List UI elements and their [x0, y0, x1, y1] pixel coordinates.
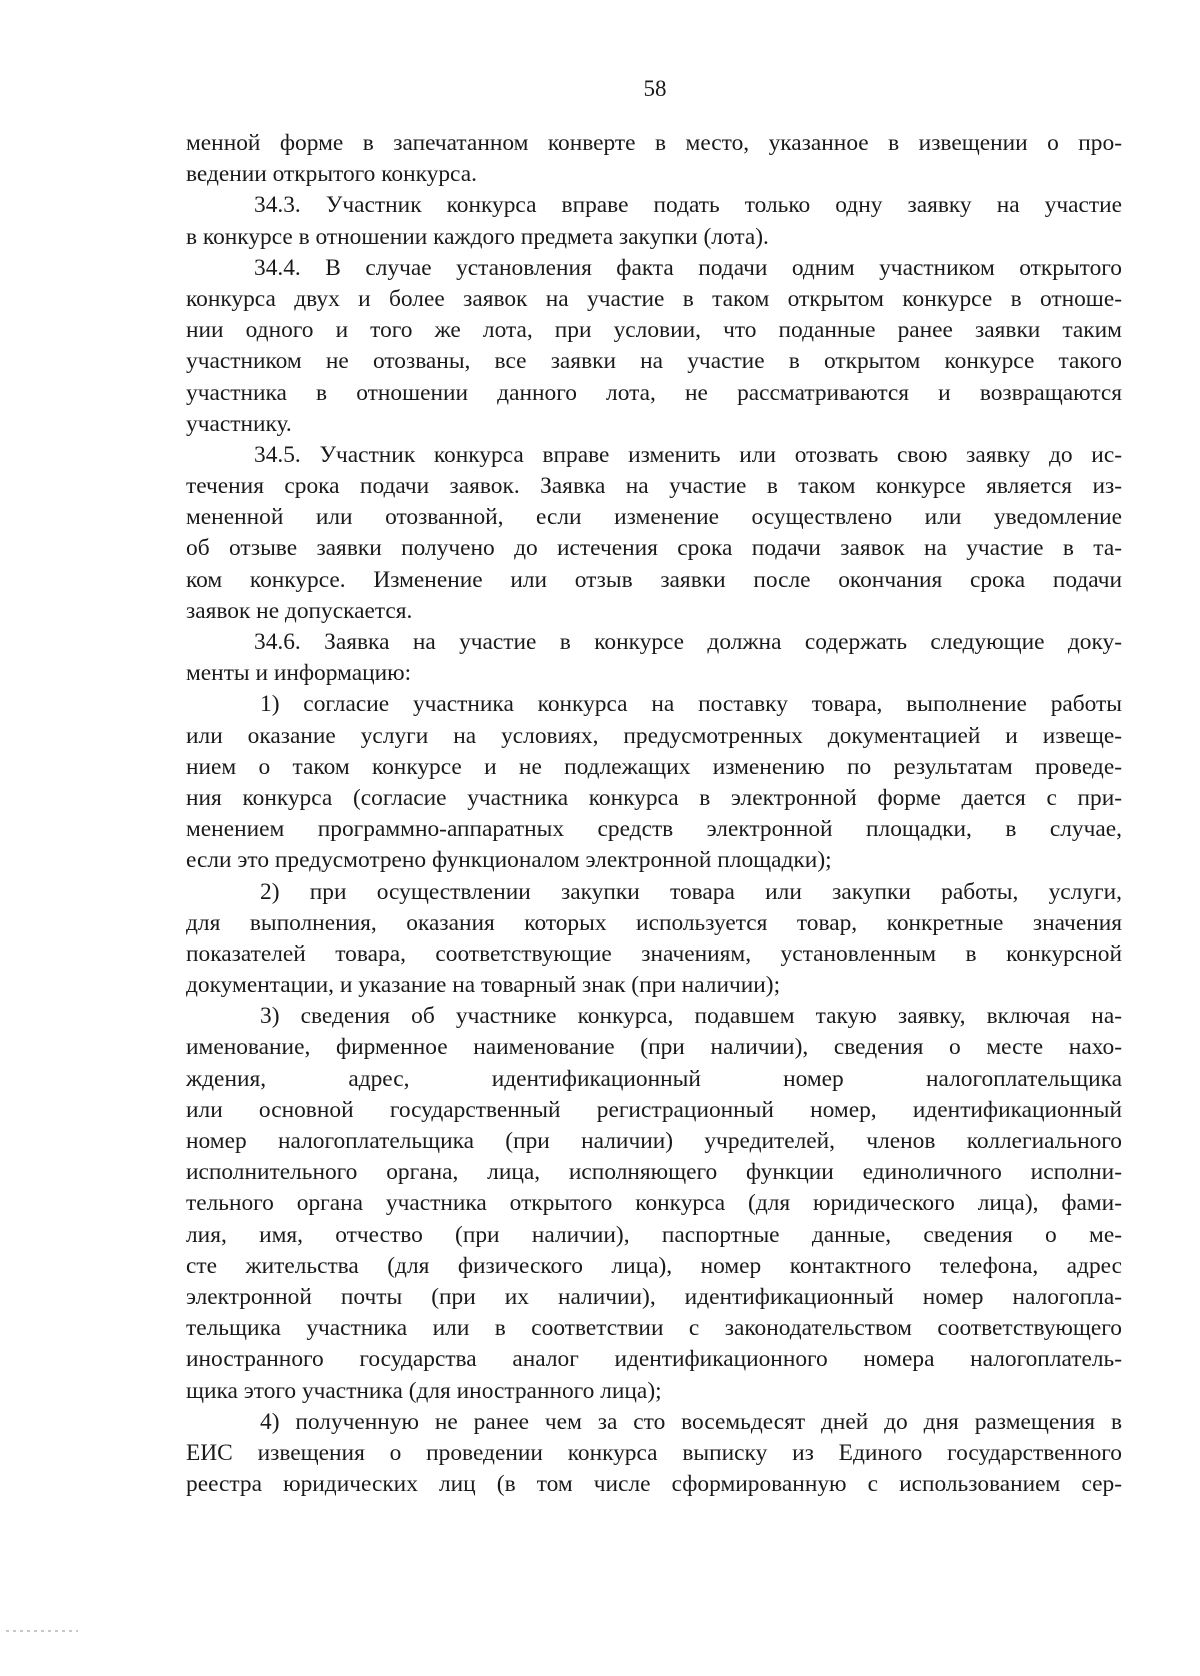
text-line: заявок не допускается. — [186, 597, 413, 624]
text-line: тельного органа участника открытого конкурса (для юридического лица), фами- — [186, 1190, 1122, 1217]
text-line: 1) согласие участника конкурса на поставку товара, выполнение работы — [260, 691, 1122, 718]
text-line: номер налогоплательщика (при наличии) учредителей, членов коллегиального — [186, 1128, 1122, 1154]
text-line: 3) сведения об участнике конкурса, подавшем такую заявку, включая на- — [260, 1003, 1122, 1030]
text-line: в конкурсе в отношении каждого предмета закупки (лота). — [186, 223, 769, 250]
scan-artifact — [6, 1630, 78, 1632]
text-line: ЕИС извещения о проведении конкурса выписку из Единого государственного — [186, 1439, 1122, 1466]
text-line: сте жительства (для физического лица), номер контактного телефона, адрес — [186, 1252, 1122, 1279]
text-line: об отзыве заявки получено до истечения срока подачи заявок на участие в та- — [186, 535, 1122, 562]
text-line: электронной почты (при их наличии), идентификационный номер налогопла- — [186, 1283, 1122, 1310]
text-line: 34.4. В случае установления факта подачи одним участником открытого — [254, 254, 1122, 281]
text-line: реестра юридических лиц (в том числе сформированную с использованием сер- — [186, 1471, 1122, 1498]
text-line: ния конкурса (согласие участника конкурса в электронной форме дается с при- — [186, 784, 1122, 811]
text-line: нии одного и того же лота, при условии, что поданные ранее заявки таким — [186, 317, 1122, 344]
page-number: 58 — [643, 76, 667, 101]
text-line: течения срока подачи заявок. Заявка на участие в таком конкурсе является из- — [186, 473, 1122, 500]
text-line: участника в отношении данного лота, не рассматриваются и возвращаются — [186, 379, 1122, 406]
text-line: ждения, адрес, идентификационный номер налогоплательщика — [186, 1065, 1122, 1092]
text-line: конкурса двух и более заявок на участие в таком открытом конкурсе в отноше- — [186, 285, 1122, 312]
text-line: 4) полученную не ранее чем за сто восемьдесят дней до дня размещения в — [260, 1408, 1122, 1435]
text-line: если это предусмотрено функционалом электронной площадки); — [186, 847, 832, 874]
text-line: тельщика участника или в соответствии с законодательством соответствующего — [186, 1315, 1122, 1342]
text-line: менением программно-аппаратных средств электронной площадки, в случае, — [186, 816, 1122, 843]
text-line: менты и информацию: — [186, 660, 412, 687]
text-line: менной форме в запечатанном конверте в место, указанное в извещении о про- — [186, 130, 1122, 156]
text-line: лия, имя, отчество (при наличии), паспортные данные, сведения о ме- — [186, 1221, 1122, 1248]
text-line: показателей товара, соответствующие значениям, установленным в конкурсной — [186, 940, 1122, 967]
text-line: участнику. — [186, 410, 292, 437]
text-line: именование, фирменное наименование (при наличии), сведения о месте нахо- — [186, 1034, 1122, 1061]
text-line: ком конкурсе. Изменение или отзыв заявки после окончания срока подачи — [186, 566, 1122, 593]
text-line: мененной или отозванной, если изменение осуществлено или уведомление — [186, 504, 1122, 531]
text-line: иностранного государства аналог идентификационного номера налогоплатель- — [186, 1346, 1122, 1373]
text-line: или оказание услуги на условиях, предусмотренных документацией и извеще- — [186, 722, 1122, 749]
text-line: щика этого участника (для иностранного лица); — [186, 1377, 662, 1404]
text-line: документации, и указание на товарный знак (при наличии); — [186, 972, 781, 999]
text-line: 34.5. Участник конкурса вправе изменить или отозвать свою заявку до ис- — [254, 441, 1122, 468]
text-line: 2) при осуществлении закупки товара или закупки работы, услуги, — [260, 878, 1122, 905]
text-line: ведении открытого конкурса. — [186, 161, 477, 188]
text-line: нием о таком конкурсе и не подлежащих изменению по результатам проведе- — [186, 753, 1122, 780]
text-line: для выполнения, оказания которых используется товар, конкретные значения — [186, 909, 1122, 936]
text-line: или основной государственный регистрационный номер, идентификационный — [186, 1096, 1122, 1123]
text-line: исполнительного органа, лица, исполняющего функции единоличного исполни- — [186, 1159, 1122, 1186]
text-line: участником не отозваны, все заявки на участие в открытом конкурсе такого — [186, 348, 1122, 375]
text-line: 34.6. Заявка на участие в конкурсе должна содержать следующие доку- — [254, 629, 1122, 655]
text-line: 34.3. Участник конкурса вправе подать только одну заявку на участие — [254, 192, 1122, 219]
document-body — [186, 128, 1122, 1500]
